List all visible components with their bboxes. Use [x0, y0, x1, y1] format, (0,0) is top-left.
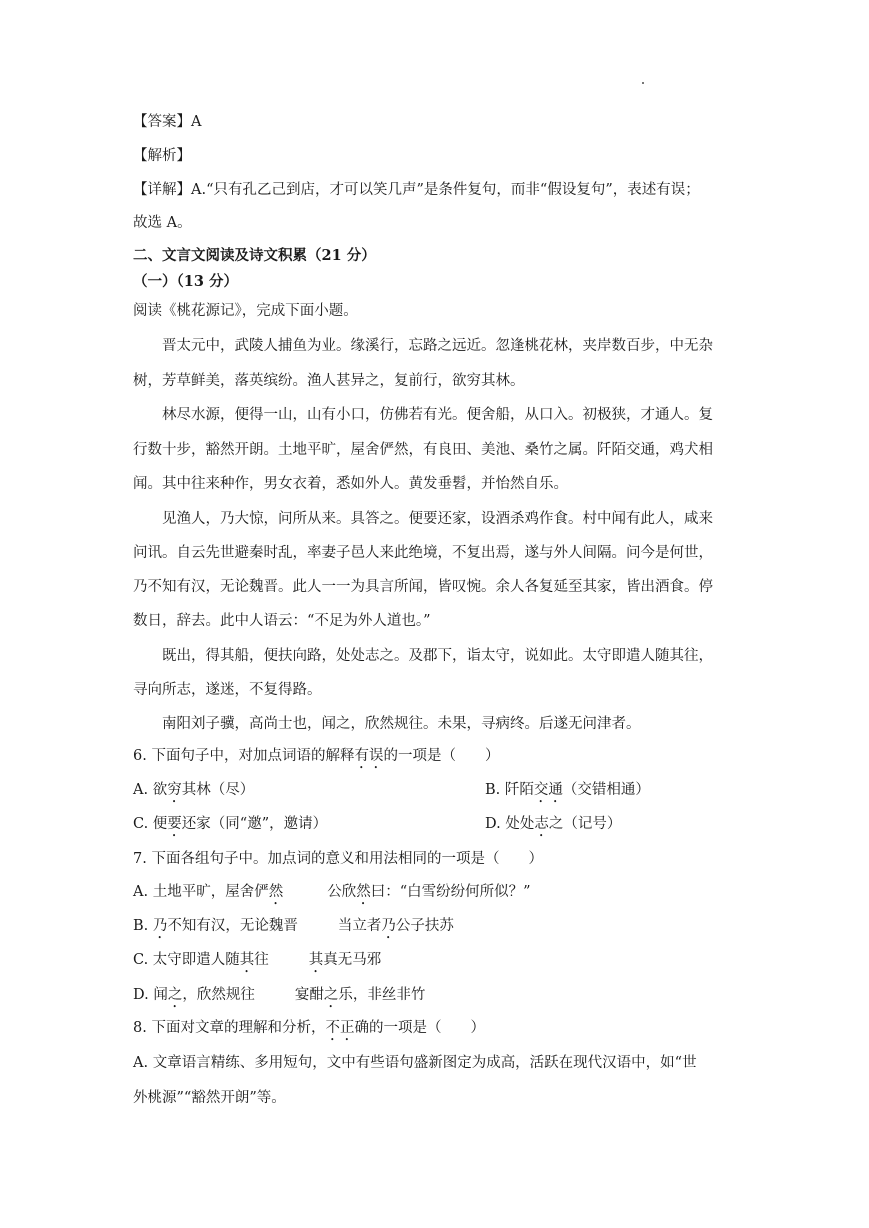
q6-d-pre: D. 处处 [485, 816, 535, 832]
q7-b-s1-pre: B. [133, 918, 153, 934]
section-title: 二、文言文阅读及诗文积累（21 分） [133, 247, 376, 264]
passage-p3-line-3: 乃不知有汉，无论魏晋。此人一一为具言所闻，皆叹惋。余人各复延至其家，皆出酒食。停 [133, 579, 713, 595]
q6-d-post: 之（记号） [548, 816, 622, 832]
q7-a-s1-dot: 然 [268, 884, 284, 900]
q7-stem: 7. 下面各组句子中。加点词的意义和用法相同的一项是（ ） [133, 851, 543, 867]
q8-stem-tail: 确的一项是（ ） [354, 1020, 485, 1036]
q7-a-s2-pre: 公欣 [327, 884, 357, 900]
q6-b-pre: B. 阡陌 [485, 782, 534, 798]
passage-p1-line-2: 树，芳草鲜美，落英缤纷。渔人甚异之，复前行，欲穷其林。 [133, 373, 525, 389]
q6-b-dot: 交通 [533, 782, 563, 798]
q6-a-pre: A. 欲 [133, 782, 168, 798]
q8-stem-text: 8. 下面对文章的理解和分析， [133, 1020, 326, 1036]
q6-c-post: 还家（同“邀”，邀请） [181, 816, 328, 832]
q7-d-s2-pre: 宴酣 [294, 987, 324, 1003]
detail-line-2: 故选 A。 [133, 215, 192, 231]
answer-value: A [191, 114, 202, 130]
page-mark [642, 82, 644, 84]
q6-a-post: 其林（尽） [181, 782, 255, 798]
q7-option-c[interactable] [133, 950, 745, 976]
q8-emphasis-2: 正 [339, 1020, 355, 1036]
q7-c-s1-pre: C. 太守即遣人随 [133, 952, 240, 968]
q6-d-dot: 志 [534, 816, 549, 832]
passage-p2-line-2: 行数十步，豁然开朗。土地平旷，屋舍俨然，有良田、美池、桑竹之属。阡陌交通，鸡犬相 [133, 442, 713, 458]
q8-option-a-line-1[interactable]: A. 文章语言精练、多用短句，文中有些语句盛新图定为成高，活跃在现代汉语中，如“世 [133, 1055, 697, 1071]
q6-emphasis-2: 误 [368, 748, 384, 764]
q6-c-pre: C. 便 [133, 816, 168, 832]
instruction: 阅读《桃花源记》，完成下面小题。 [133, 303, 358, 319]
q7-d-s2-dot: 之 [323, 987, 339, 1003]
passage-p1-line-1: 晋太元中，武陵人捕鱼为业。缘溪行，忘路之远近。忽逢桃花林，夹岸数百步，中无杂 [162, 338, 713, 354]
analysis-label: 【解析】 [133, 148, 191, 164]
q7-b-s1-dot: 乃 [152, 918, 168, 934]
q8-option-a-line-2: 外桃源”“豁然开朗”等。 [133, 1090, 286, 1106]
q6-option-c[interactable] [133, 814, 473, 840]
q6-stem-tail: 的一项是（ ） [383, 748, 500, 764]
passage-p3-line-4: 数日，辞去。此中人语云：“不足为外人道也。” [133, 613, 431, 629]
q7-b-s2-dot: 乃 [381, 918, 396, 934]
q6-a-dot: 穷 [167, 782, 182, 798]
q7-b-s2-post: 公子扶苏 [395, 918, 454, 934]
q7-c-s1-post: 往 [254, 952, 269, 968]
q7-b-s1-post: 不知有汉，无论魏晋 [167, 918, 298, 934]
q7-a-s1-pre: A. 土地平旷，屋舍俨 [133, 884, 269, 900]
q7-d-s2-post: 乐，非丝非竹 [338, 987, 426, 1003]
detail-line-1: 【详解】A.“只有孔乙己到店，才可以笑几声”是条件复句，而非“假设复句”，表述有误； [133, 182, 700, 198]
q7-option-a[interactable] [133, 882, 745, 908]
q6-option-a[interactable] [133, 780, 473, 806]
q7-a-s2-post: 曰：“白雪纷纷何所似？” [370, 884, 531, 900]
passage-p2-line-1: 林尽水源，便得一山，山有小口，仿佛若有光。便舍船，从口入。初极狭，才通人。复 [162, 407, 713, 423]
passage-p3-line-2: 问讯。自云先世避秦时乱，率妻子邑人来此绝境，不复出焉，遂与外人间隔。问今是何世， [133, 545, 713, 561]
q8-emphasis-1: 不 [325, 1020, 340, 1036]
passage-p4-line-2: 寻向所志，遂迷，不复得路。 [133, 682, 322, 698]
answer-line [133, 112, 745, 132]
q6-stem-text: 6. 下面句子中，对加点词语的解释 [133, 748, 355, 764]
q7-d-s1-pre: D. 闻 [133, 987, 168, 1003]
q7-c-s2-dot: 其 [308, 952, 324, 968]
passage-p3-line-1: 见渔人，乃大惊，问所从来。具答之。便要还家，设酒杀鸡作食。村中闻有此人，咸来 [162, 511, 713, 527]
q6-option-d[interactable] [485, 814, 745, 840]
answer-label: 【答案】 [133, 114, 191, 130]
q6-c-dot: 要 [167, 816, 182, 832]
q6-b-post: （交错相通） [562, 782, 650, 798]
q7-c-s2-post: 真无马邪 [323, 952, 382, 968]
q8-stem [133, 1018, 745, 1044]
q7-b-s2-pre: 当立者 [337, 918, 382, 934]
q7-option-b[interactable] [133, 916, 745, 942]
passage-p4-line-1: 既出，得其船，便扶向路，处处志之。及郡下，诣太守，说如此。太守即遣人随其往， [162, 648, 713, 664]
q7-c-s1-dot: 其 [239, 952, 255, 968]
q7-d-s1-dot: 之 [167, 987, 183, 1003]
q6-stem [133, 746, 745, 772]
part-title: （一）（13 分） [133, 273, 238, 290]
q6-option-b[interactable] [485, 780, 745, 806]
q7-option-d[interactable] [133, 985, 745, 1011]
q7-d-s1-post: ，欣然规往 [182, 987, 255, 1003]
q7-a-s2-dot: 然 [356, 884, 371, 900]
passage-p2-line-3: 闻。其中往来种作，男女衣着，悉如外人。黄发垂髫，并怡然自乐。 [133, 476, 568, 492]
passage-p5-line-1: 南阳刘子骥，高尚士也，闻之，欣然规往。未果，寻病终。后遂无问津者。 [162, 716, 641, 732]
q6-emphasis-1: 有 [354, 748, 369, 764]
